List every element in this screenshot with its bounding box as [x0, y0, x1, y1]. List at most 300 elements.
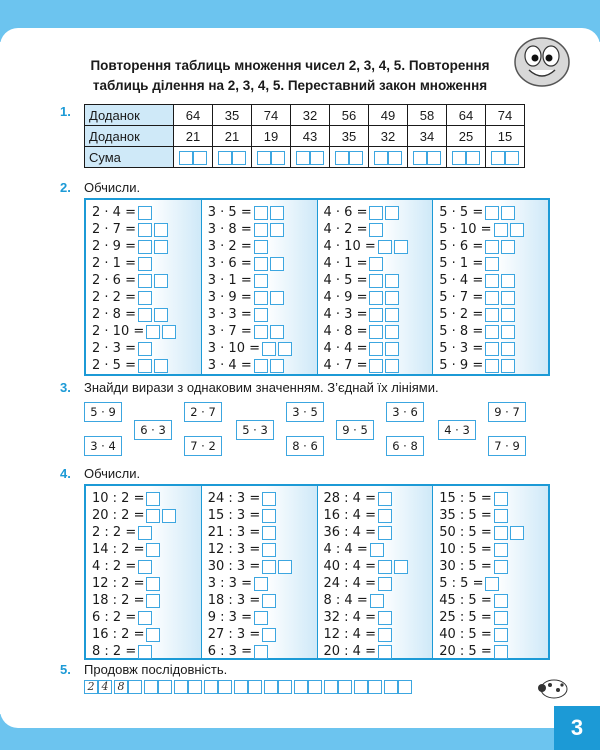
answer-box[interactable]: [501, 291, 515, 305]
sequence-cell[interactable]: [324, 680, 338, 694]
answer-box[interactable]: [369, 325, 383, 339]
equation-text: 18 : 3 =: [207, 593, 261, 608]
equation-text: 5 · 5 =: [439, 205, 484, 220]
expression-card[interactable]: 6 · 3: [134, 420, 172, 440]
sequence-cell[interactable]: [248, 680, 262, 694]
answer-cell[interactable]: [213, 147, 252, 168]
sequence-group: [114, 680, 142, 694]
answer-box[interactable]: [146, 594, 160, 608]
answer-box[interactable]: [146, 543, 160, 557]
answer-cell[interactable]: [291, 147, 330, 168]
answer-box[interactable]: [262, 509, 276, 523]
answer-box[interactable]: [370, 543, 384, 557]
answer-box[interactable]: [146, 492, 160, 506]
equation-row: [324, 558, 433, 575]
answer-cell[interactable]: [252, 147, 291, 168]
equation-text: 3 · 9 =: [207, 290, 252, 305]
answer-box[interactable]: [501, 274, 515, 288]
table-cell: 15: [486, 126, 525, 147]
division-grid: [84, 484, 550, 660]
answer-box[interactable]: [494, 492, 508, 506]
answer-box[interactable]: [385, 342, 399, 356]
equation-row: [92, 643, 201, 660]
equation-row: [324, 643, 433, 660]
sequence-cell[interactable]: [264, 680, 278, 694]
expression-card[interactable]: 3 · 5: [286, 402, 324, 422]
answer-box[interactable]: [146, 509, 160, 523]
answer-box[interactable]: [254, 291, 268, 305]
answer-box[interactable]: [510, 526, 524, 540]
answer-box[interactable]: [254, 308, 268, 322]
answer-cell[interactable]: [174, 147, 213, 168]
equation-text: 3 · 5 =: [207, 205, 252, 220]
sequence-cell[interactable]: [144, 680, 158, 694]
multiplication-grid: [84, 198, 550, 376]
equation-row: [324, 238, 433, 255]
equation-row: [208, 204, 317, 221]
answer-box[interactable]: [138, 257, 152, 271]
sequence-cell[interactable]: [188, 680, 202, 694]
answer-box[interactable]: [369, 359, 383, 373]
task3-title: Знайди вирази з однаковим значенням. З’єднай їх лініями.: [84, 380, 439, 395]
equation-text: 5 · 8 =: [439, 324, 484, 339]
sequence-cell[interactable]: [308, 680, 322, 694]
answer-box[interactable]: [138, 223, 152, 237]
answer-box[interactable]: [138, 308, 152, 322]
sequence-cell[interactable]: [174, 680, 188, 694]
expression-card[interactable]: 7 · 9: [488, 436, 526, 456]
equation-row: [324, 272, 433, 289]
equation-text: 5 : 5 =: [439, 576, 484, 591]
answer-box[interactable]: [146, 577, 160, 591]
answer-box[interactable]: [262, 342, 276, 356]
equation-row: [439, 541, 548, 558]
expression-card[interactable]: 9 · 7: [488, 402, 526, 422]
task2-number: 2.: [60, 180, 71, 195]
equation-text: 4 · 1 =: [323, 256, 368, 271]
expression-card[interactable]: 8 · 6: [286, 436, 324, 456]
task2-title: Обчисли.: [84, 180, 141, 195]
answer-box[interactable]: [254, 257, 268, 271]
equation-row: [324, 609, 433, 626]
answer-box[interactable]: [494, 526, 508, 540]
equation-row: [208, 541, 317, 558]
answer-box[interactable]: [270, 359, 284, 373]
equation-text: 3 · 2 =: [207, 239, 252, 254]
equation-text: 4 · 4 =: [323, 341, 368, 356]
answer-box[interactable]: [369, 223, 383, 237]
equation-row: [208, 609, 317, 626]
answer-box[interactable]: [254, 223, 268, 237]
equation-row: [439, 272, 548, 289]
expression-card[interactable]: 3 · 4: [84, 436, 122, 456]
answer-box[interactable]: [270, 325, 284, 339]
answer-box[interactable]: [494, 543, 508, 557]
equation-row: [208, 289, 317, 306]
answer-box[interactable]: [378, 492, 392, 506]
answer-box[interactable]: [385, 325, 399, 339]
answer-box[interactable]: [501, 359, 515, 373]
equation-row: [92, 575, 201, 592]
answer-box[interactable]: [254, 274, 268, 288]
answer-box[interactable]: [501, 206, 515, 220]
answer-box[interactable]: [278, 342, 292, 356]
answer-box[interactable]: [370, 594, 384, 608]
equation-row: [439, 357, 548, 374]
answer-box[interactable]: [485, 577, 499, 591]
answer-box[interactable]: [385, 359, 399, 373]
equation-text: 5 · 7 =: [439, 290, 484, 305]
equation-text: 3 : 3 =: [207, 576, 252, 591]
sequence-group: [84, 680, 112, 694]
answer-cell[interactable]: [447, 147, 486, 168]
equation-row: [208, 238, 317, 255]
equation-text: 12 : 4 =: [323, 627, 376, 642]
expression-card[interactable]: 5 · 9: [84, 402, 122, 422]
answer-box[interactable]: [378, 628, 392, 642]
equation-text: 20 : 5 =: [439, 644, 492, 659]
equation-text: 4 · 5 =: [323, 273, 368, 288]
task5-number: 5.: [60, 662, 71, 677]
equation-row: [92, 238, 201, 255]
sequence-cell[interactable]: [158, 680, 172, 694]
answer-box[interactable]: [138, 206, 152, 220]
answer-box[interactable]: [254, 359, 268, 373]
equation-text: 24 : 4 =: [323, 576, 376, 591]
answer-box[interactable]: [138, 359, 152, 373]
answer-box[interactable]: [138, 611, 152, 625]
task3-number: 3.: [60, 380, 71, 395]
answer-box[interactable]: [138, 560, 152, 574]
equation-row: [208, 558, 317, 575]
table-cell: 25: [447, 126, 486, 147]
table-row: [85, 105, 525, 126]
sequence-cell[interactable]: [368, 680, 382, 694]
equation-row: [324, 592, 433, 609]
table-cell: 56: [330, 105, 369, 126]
answer-cell[interactable]: [369, 147, 408, 168]
answer-box[interactable]: [385, 291, 399, 305]
grid-column: [318, 486, 434, 658]
equation-row: [92, 340, 201, 357]
answer-box[interactable]: [369, 308, 383, 322]
equation-row: [92, 524, 201, 541]
answer-box[interactable]: [154, 359, 168, 373]
answer-box[interactable]: [378, 560, 392, 574]
sequence-cell[interactable]: [338, 680, 352, 694]
sequence-group: [294, 680, 322, 694]
sequence-cell[interactable]: 8: [114, 680, 128, 694]
equation-text: 3 · 4 =: [207, 358, 252, 373]
table-cell: 74: [486, 105, 525, 126]
answer-box[interactable]: [378, 240, 392, 254]
answer-box[interactable]: [262, 628, 276, 642]
answer-box[interactable]: [485, 257, 499, 271]
equation-row: [439, 592, 548, 609]
equation-text: 2 · 5 =: [92, 358, 136, 373]
equation-row: [324, 357, 433, 374]
table-cell: 35: [330, 126, 369, 147]
sequence-cell[interactable]: [204, 680, 218, 694]
equation-row: [92, 541, 201, 558]
answer-box[interactable]: [262, 543, 276, 557]
bottom-band-curve: [0, 698, 600, 728]
equation-row: [324, 221, 433, 238]
expression-card[interactable]: 5 · 3: [236, 420, 274, 440]
equation-text: 45 : 5 =: [439, 593, 492, 608]
equation-row: [439, 507, 548, 524]
sequence-cell[interactable]: 4: [98, 680, 112, 694]
equation-text: 3 · 10 =: [207, 341, 260, 356]
answer-box[interactable]: [138, 274, 152, 288]
equation-row: [439, 609, 548, 626]
equation-text: 2 · 6 =: [92, 273, 136, 288]
equation-text: 20 : 4 =: [323, 644, 376, 659]
answer-box[interactable]: [494, 611, 508, 625]
answer-box[interactable]: [485, 206, 499, 220]
expression-card[interactable]: 7 · 2: [184, 436, 222, 456]
answer-box[interactable]: [146, 628, 160, 642]
table-cell: 21: [213, 126, 252, 147]
answer-box[interactable]: [378, 577, 392, 591]
equation-text: 4 · 9 =: [323, 290, 368, 305]
answer-box[interactable]: [494, 560, 508, 574]
answer-box[interactable]: [254, 325, 268, 339]
answer-box[interactable]: [485, 274, 499, 288]
task4-title: Обчисли.: [84, 466, 141, 481]
answer-box[interactable]: [385, 308, 399, 322]
answer-box[interactable]: [138, 526, 152, 540]
sequence-cell[interactable]: [234, 680, 248, 694]
answer-box[interactable]: [369, 274, 383, 288]
answer-box[interactable]: [270, 206, 284, 220]
answer-box[interactable]: [385, 274, 399, 288]
answer-box[interactable]: [278, 560, 292, 574]
table-cell: 58: [408, 105, 447, 126]
answer-box[interactable]: [378, 611, 392, 625]
equation-row: [208, 255, 317, 272]
answer-box[interactable]: [270, 257, 284, 271]
grid-column: [86, 200, 202, 374]
answer-box[interactable]: [494, 223, 508, 237]
answer-box[interactable]: [154, 240, 168, 254]
answer-box[interactable]: [138, 645, 152, 659]
answer-box[interactable]: [138, 342, 152, 356]
equation-row: [439, 575, 548, 592]
equation-row: [324, 289, 433, 306]
answer-box[interactable]: [485, 308, 499, 322]
equation-row: [92, 558, 201, 575]
sequence-cell[interactable]: [218, 680, 232, 694]
table-cell: 35: [213, 105, 252, 126]
sequence-cell[interactable]: [354, 680, 368, 694]
answer-box[interactable]: [501, 342, 515, 356]
equation-text: 30 : 5 =: [439, 559, 492, 574]
equation-row: [92, 204, 201, 221]
answer-box[interactable]: [494, 645, 508, 659]
equation-row: [208, 357, 317, 374]
equation-row: [324, 490, 433, 507]
grid-column: [433, 200, 548, 374]
grid-column: [318, 200, 434, 374]
answer-box[interactable]: [369, 257, 383, 271]
row-label: Доданок: [85, 126, 174, 147]
answer-box[interactable]: [369, 342, 383, 356]
answer-box[interactable]: [501, 308, 515, 322]
page-number: 3: [554, 706, 600, 750]
equation-text: 35 : 5 =: [439, 508, 492, 523]
answer-box[interactable]: [485, 359, 499, 373]
answer-box[interactable]: [162, 509, 176, 523]
equation-text: 20 : 2 =: [92, 508, 145, 523]
answer-box[interactable]: [378, 526, 392, 540]
answer-box[interactable]: [485, 342, 499, 356]
answer-box[interactable]: [369, 206, 383, 220]
equation-row: [324, 507, 433, 524]
answer-box[interactable]: [494, 594, 508, 608]
equation-text: 32 : 4 =: [323, 610, 376, 625]
equation-row: [92, 221, 201, 238]
answer-box[interactable]: [501, 325, 515, 339]
table-cell: 49: [369, 105, 408, 126]
answer-box[interactable]: [494, 628, 508, 642]
equation-text: 4 : 2 =: [92, 559, 137, 574]
equation-text: 5 · 4 =: [439, 273, 484, 288]
equation-text: 3 · 7 =: [207, 324, 252, 339]
answer-box[interactable]: [154, 308, 168, 322]
answer-box[interactable]: [254, 206, 268, 220]
equation-row: [439, 490, 548, 507]
expression-card[interactable]: 2 · 7: [184, 402, 222, 422]
answer-box[interactable]: [146, 325, 160, 339]
table-row: [85, 147, 525, 168]
answer-cell[interactable]: [330, 147, 369, 168]
equation-row: [92, 626, 201, 643]
answer-box[interactable]: [262, 492, 276, 506]
equation-row: [324, 306, 433, 323]
expression-card[interactable]: 6 · 8: [386, 436, 424, 456]
sequence-group: [234, 680, 262, 694]
ladybug-icon: [536, 676, 570, 700]
grid-column: [433, 486, 548, 658]
answer-box[interactable]: [510, 223, 524, 237]
equation-text: 5 · 9 =: [439, 358, 484, 373]
equation-row: [92, 490, 201, 507]
expression-card[interactable]: 3 · 6: [386, 402, 424, 422]
equation-text: 50 : 5 =: [439, 525, 492, 540]
table-cell: 43: [291, 126, 330, 147]
grid-column: [86, 486, 202, 658]
sequence-cell[interactable]: [398, 680, 412, 694]
equation-text: 2 · 4 =: [92, 205, 136, 220]
sequence-cell[interactable]: [128, 680, 142, 694]
task4-number: 4.: [60, 466, 71, 481]
table-cell: 74: [252, 105, 291, 126]
equation-row: [208, 592, 317, 609]
answer-cell[interactable]: [486, 147, 525, 168]
equation-text: 21 : 3 =: [207, 525, 261, 540]
sequence-cell[interactable]: [278, 680, 292, 694]
answer-box[interactable]: [369, 291, 383, 305]
answer-box[interactable]: [378, 509, 392, 523]
answer-box[interactable]: [394, 560, 408, 574]
equation-row: [439, 340, 548, 357]
row-label: Сума: [85, 147, 174, 168]
equation-text: 4 : 4 =: [323, 542, 368, 557]
answer-box[interactable]: [394, 240, 408, 254]
answer-box[interactable]: [485, 325, 499, 339]
equation-text: 3 · 6 =: [207, 256, 252, 271]
answer-box[interactable]: [254, 240, 268, 254]
table-cell: 19: [252, 126, 291, 147]
answer-box[interactable]: [262, 526, 276, 540]
equation-text: 2 · 8 =: [92, 307, 136, 322]
answer-box[interactable]: [254, 645, 268, 659]
equation-row: [439, 238, 548, 255]
equation-text: 5 · 10 =: [439, 222, 492, 237]
equation-row: [92, 289, 201, 306]
answer-box[interactable]: [254, 577, 268, 591]
sequence-group: [144, 680, 172, 694]
answer-box[interactable]: [138, 240, 152, 254]
sequence-cell[interactable]: 2: [84, 680, 98, 694]
answer-box[interactable]: [385, 206, 399, 220]
top-band-curve: [0, 28, 600, 58]
equation-row: [92, 357, 201, 374]
equation-text: 30 : 3 =: [207, 559, 261, 574]
equation-text: 4 · 8 =: [323, 324, 368, 339]
answer-box[interactable]: [485, 240, 499, 254]
answer-cell[interactable]: [408, 147, 447, 168]
answer-box[interactable]: [270, 291, 284, 305]
answer-box[interactable]: [262, 560, 276, 574]
answer-box[interactable]: [162, 325, 176, 339]
equation-text: 2 · 7 =: [92, 222, 136, 237]
equation-row: [439, 289, 548, 306]
sequence-group: [384, 680, 412, 694]
answer-box[interactable]: [501, 240, 515, 254]
answer-box[interactable]: [378, 645, 392, 659]
sequence-cell[interactable]: [384, 680, 398, 694]
answer-box[interactable]: [485, 291, 499, 305]
expression-card[interactable]: 9 · 5: [336, 420, 374, 440]
equation-row: [324, 575, 433, 592]
task1-number: 1.: [60, 104, 71, 119]
answer-box[interactable]: [262, 594, 276, 608]
equation-row: [92, 323, 201, 340]
equation-text: 2 · 1 =: [92, 256, 136, 271]
equation-row: [208, 490, 317, 507]
table-row: [85, 126, 525, 147]
equation-row: [208, 507, 317, 524]
equation-text: 18 : 2 =: [92, 593, 145, 608]
equation-row: [439, 306, 548, 323]
addition-table: [84, 104, 525, 168]
equation-text: 14 : 2 =: [92, 542, 145, 557]
equation-row: [324, 340, 433, 357]
answer-box[interactable]: [494, 509, 508, 523]
expression-card[interactable]: 4 · 3: [438, 420, 476, 440]
table-cell: 32: [291, 105, 330, 126]
answer-box[interactable]: [270, 223, 284, 237]
equation-row: [324, 204, 433, 221]
answer-box[interactable]: [154, 274, 168, 288]
sequence-cell[interactable]: [294, 680, 308, 694]
equation-row: [208, 575, 317, 592]
answer-box[interactable]: [254, 611, 268, 625]
answer-box[interactable]: [154, 223, 168, 237]
answer-box[interactable]: [138, 291, 152, 305]
